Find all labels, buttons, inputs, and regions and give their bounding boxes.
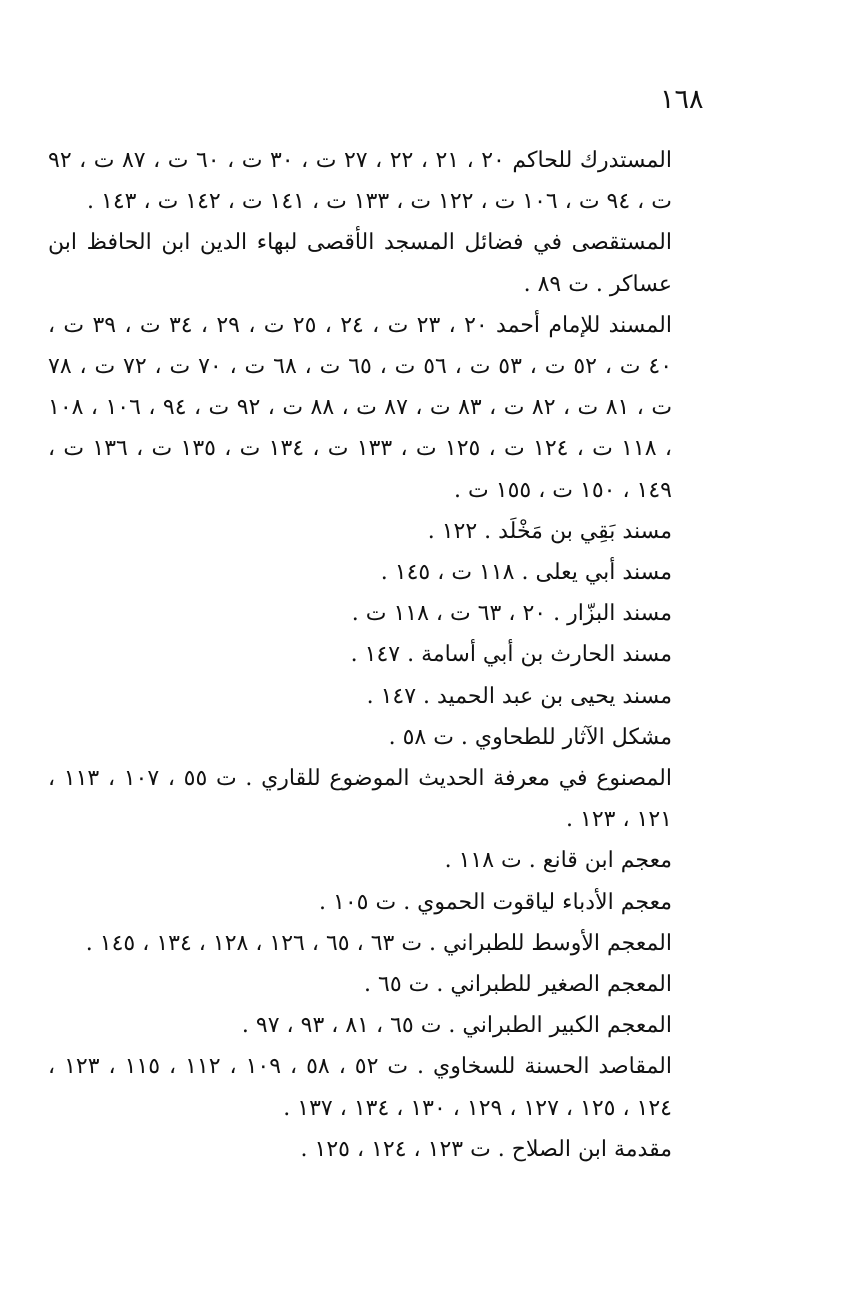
page-number: ١٦٨ xyxy=(660,84,704,115)
index-entry-mujam-ibn-qani: معجم ابن قانع . ت ١١٨ . xyxy=(444,848,672,874)
index-entry-masnu: المصنوع في معرفة الحديث الموضوع للقاري . ت ٥٥ ، ١٠٧ ، ١١٣ ، ١٢١ ، ١٢٣ . xyxy=(48,766,672,833)
index-entry-musnad-baqi: مسند بَقِي بن مَخْلَد . ١٢٢ . xyxy=(427,518,672,544)
index-entry-mustaqsa: المستقصى في فضائل المسجد الأقصى لبهاء الدين ابن الحافظ ابن عساكر . ت ٨٩ . xyxy=(48,230,672,297)
index-entry-muqaddimat-ibn-salah: مقدمة ابن الصلاح . ت ١٢٣ ، ١٢٤ ، ١٢٥ . xyxy=(300,1136,672,1162)
index-entry-maqasid-hasana: المقاصد الحسنة للسخاوي . ت ٥٢ ، ٥٨ ، ١٠٩ ، ١١٢ ، ١١٥ ، ١٢٣ ، ١٢٤ ، ١٢٥ ، ١٢٧ ، ١٢٩ ، ١٣٠ ، ١٣٤ ، ١٣٧ . xyxy=(48,1054,672,1121)
index-entry-mujam-kabir: المعجم الكبير الطبراني . ت ٦٥ ، ٨١ ، ٩٣ ، ٩٧ . xyxy=(241,1013,672,1039)
index-entry-mustadrak: المستدرك للحاكم ٢٠ ، ٢١ ، ٢٢ ، ٢٧ ت ، ٣٠ ت ، ٦٠ ت ، ٨٧ ت ، ٩٢ ت ، ٩٤ ت ، ١٠٦ ت ، ١٢٢ ت ، ١٣٣ ت ، ١٤١ ت ، ١٤٢ ت ، ١٤٣ . xyxy=(48,148,673,215)
index-entry-musnad-abi-yala: مسند أبي يعلى . ١١٨ ت ، ١٤٥ . xyxy=(380,560,672,586)
index-entry-mushkil-athar: مشكل الآثار للطحاوي . ت ٥٨ . xyxy=(388,724,672,750)
index-entry-mujam-awsat: المعجم الأوسط للطبراني . ت ٦٣ ، ٦٥ ، ١٢٦ ، ١٢٨ ، ١٣٤ ، ١٤٥ . xyxy=(85,930,672,956)
index-entry-musnad-bazzar: مسند البزّار . ٢٠ ، ٦٣ ت ، ١١٨ ت . xyxy=(351,601,672,627)
index-entry-musnad-harith: مسند الحارث بن أبي أسامة . ١٤٧ . xyxy=(350,642,672,668)
index-entry-musnad-yahya: مسند يحيى بن عبد الحميد . ١٤٧ . xyxy=(366,683,672,709)
index-entry-musnad-ahmad: المسند للإمام أحمد ٢٠ ، ٢٣ ت ، ٢٤ ، ٢٥ ت ، ٢٩ ، ٣٤ ت ، ٣٩ ت ، ٤٠ ت ، ٥٢ ت ، ٥٣ ت ، ٥٦ ت ، ٦٥ ت ، ٦٨ ت ، ٧٠ ت ، ٧٢ ت ، ٧٨ ت ، ٨١ ت ، ٨٢ ت ، ٨٣ ت ، ٨٧ ت ، ٨٨ ت ، ٩٢ ت ، ٩٤ ، ١٠٦ ، ١٠٨ ، ١١٨ ت ، ١٢٤ ت ، ١٢٥ ت ، ١٣٣ ت ، ١٣٤ ت ، ١٣٥ ت ، ١٣٦ ت ، ١٤٩ ، ١٥٠ ت ، ١٥٥ ت . xyxy=(48,312,673,503)
bibliography-index xyxy=(48,140,672,1170)
index-entry-mujam-udaba: معجم الأدباء لياقوت الحموي . ت ١٠٥ . xyxy=(319,889,672,915)
index-entry-mujam-saghir: المعجم الصغير للطبراني . ت ٦٥ . xyxy=(364,972,672,998)
